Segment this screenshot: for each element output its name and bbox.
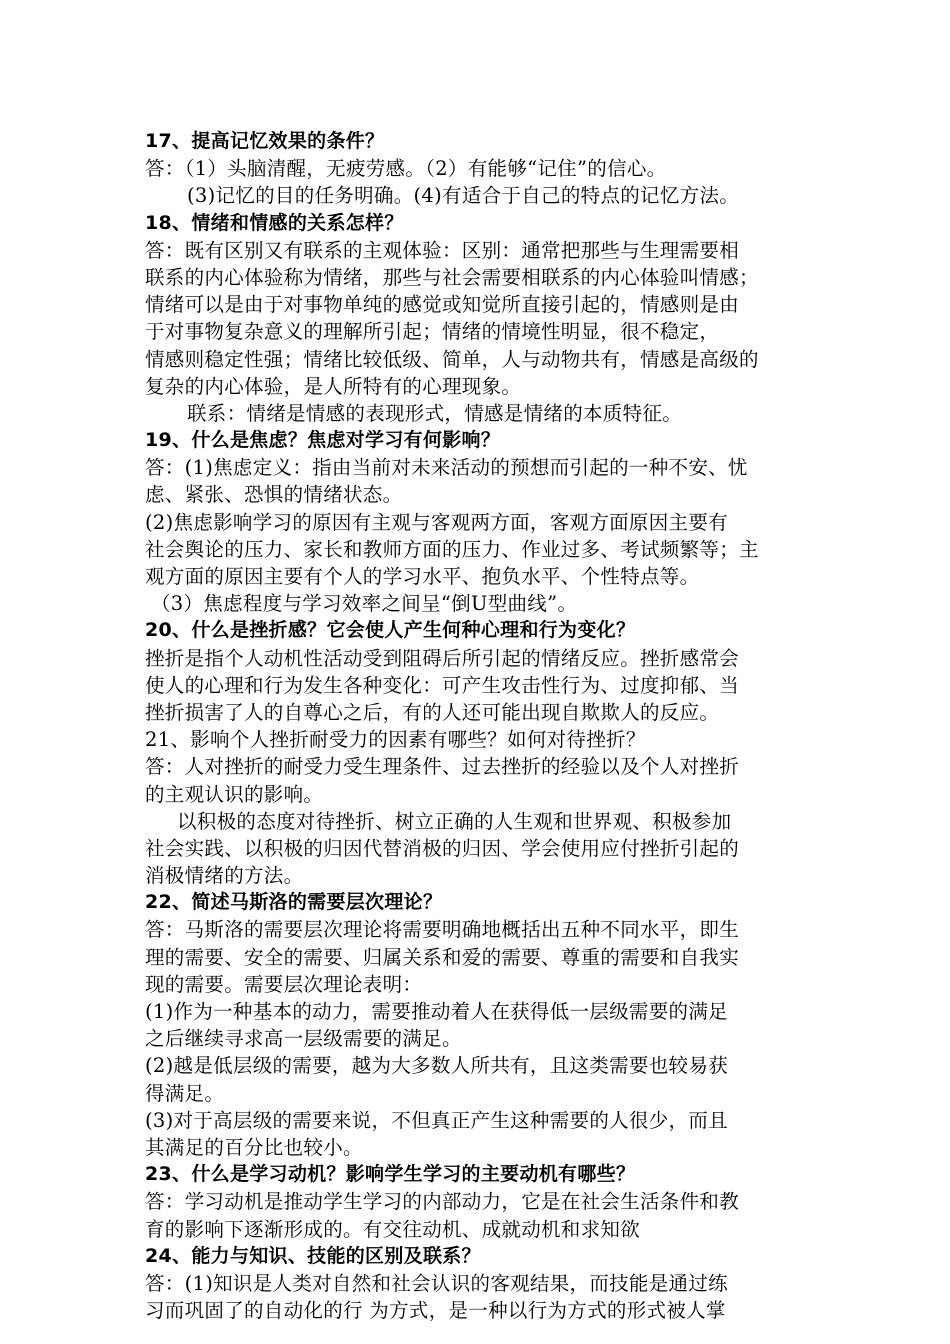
answer-line: 答：(1)知识是人类对自然和社会认识的客观结果，而技能是通过练 [145, 1271, 728, 1295]
question-18-heading: 18、情绪和情感的关系怎样？ [145, 211, 404, 234]
answer-line: 复杂的内心体验，是人所特有的心理现象。 [145, 374, 522, 398]
answer-line: 于对事物复杂意义的理解所引起；情绪的情境性明显，很不稳定， [145, 320, 720, 344]
answer-line: (1)作为一种基本的动力，需要推动着人在获得低一层级需要的满足 [145, 1000, 728, 1023]
answer-line: 的主观认识的影响。 [145, 782, 324, 806]
answer-line: 消极情绪的方法。 [145, 864, 304, 888]
answer-line: 理的需要、安全的需要、归属关系和爱的需要、尊重的需要和自我实 [145, 945, 740, 969]
answer-line: 之后继续寻求高一层级需要的满足。 [145, 1027, 462, 1051]
question-24-heading: 24、能力与知识、技能的区别及联系？ [145, 1244, 481, 1267]
question-22-heading: 22、简述马斯洛的需要层次理论？ [145, 891, 443, 914]
answer-line: 答：（1）头脑清醒，无疲劳感。（2）有能够“记住”的信心。 [145, 157, 667, 181]
answer-line: (3)对于高层级的需要来说，不但真正产生这种需要的人很少，而且 [145, 1108, 728, 1132]
answer-line: 挫折是指个人动机性活动受到阻碍后所引起的情绪反应。挫折感常会 [145, 646, 740, 670]
document-page [145, 128, 825, 1324]
answer-line: 使人的心理和行为发生各种变化：可产生攻击性行为、过度抑郁、当 [145, 673, 740, 697]
answer-line: (3)记忆的目的任务明确。(4)有适合于自己的特点的记忆方法。 [187, 184, 740, 208]
answer-line: (2)焦虑影响学习的原因有主观与客观两方面，客观方面原因主要有 [145, 510, 728, 534]
answer-line: 答：学习动机是推动学生学习的内部动力，它是在社会生活条件和教 [145, 1190, 740, 1214]
answer-line: 挫折损害了人的自尊心之后，有的人还可能出现自欺欺人的反应。 [145, 700, 720, 724]
answer-line: 答：人对挫折的耐受力受生理条件、过去挫折的经验以及个人对挫折 [145, 755, 740, 779]
answer-line: 情感则稳定性强；情绪比较低级、简单，人与动物共有，情感是高级的 [145, 347, 759, 371]
answer-line: (2)越是低层级的需要，越为大多数人所共有，且这类需要也较易获 [145, 1054, 728, 1078]
answer-line: 答：马斯洛的需要层次理论将需要明确地概括出五种不同水平，即生 [145, 918, 740, 942]
question-21-heading: 21、影响个人挫折耐受力的因素有哪些？如何对待挫折？ [145, 728, 646, 752]
answer-line: 情绪可以是由于对事物单纯的感觉或知觉所直接引起的，情感则是由 [145, 293, 740, 317]
answer-line: 育的影响下逐渐形成的。有交往动机、成就动机和求知欲 [145, 1217, 641, 1241]
answer-line: 社会实践、以积极的归因代替消极的归因、学会使用应付挫折引起的 [145, 836, 740, 860]
answer-line: 得满足。 [145, 1081, 225, 1105]
answer-line: 习而巩固了的自动化的行 为方式，是一种以行为方式的形式被人掌 [145, 1299, 726, 1323]
answer-line: 以积极的态度对待挫折、树立正确的人生观和世界观、积极参加 [177, 809, 732, 833]
question-19-heading: 19、什么是焦虑？焦虑对学习有何影响？ [145, 429, 501, 452]
question-23-heading: 23、什么是学习动机？影响学生学习的主要动机有哪些？ [145, 1163, 636, 1186]
answer-line: 现的需要。需要层次理论表明： [145, 972, 423, 996]
question-17-heading: 17、提高记忆效果的条件？ [145, 130, 385, 152]
answer-line: 答：(1)焦虑定义：指由当前对未来活动的预想而引起的一种不安、忧 [145, 456, 748, 480]
answer-line: 社会舆论的压力、家长和教师方面的压力、作业过多、考试频繁等；主 [145, 537, 759, 561]
question-20-heading: 20、什么是挫折感？它会使人产生何种心理和行为变化？ [145, 619, 636, 642]
answer-line: （3）焦虑程度与学习效率之间呈“倒U型曲线”。 [151, 592, 578, 616]
answer-line: 观方面的原因主要有个人的学习水平、抱负水平、个性特点等。 [145, 565, 700, 588]
answer-line: 联系：情绪是情感的表现形式，情感是情绪的本质特征。 [187, 401, 683, 425]
answer-line: 虑、紧张、恐惧的情绪状态。 [145, 483, 403, 507]
answer-line: 答：既有区别又有联系的主观体验：区别：通常把那些与生理需要相 [145, 238, 740, 262]
answer-line: 联系的内心体验称为情绪，那些与社会需要相联系的内心体验叫情感； [145, 265, 759, 289]
answer-line: 其满足的百分比也较小。 [145, 1135, 363, 1159]
